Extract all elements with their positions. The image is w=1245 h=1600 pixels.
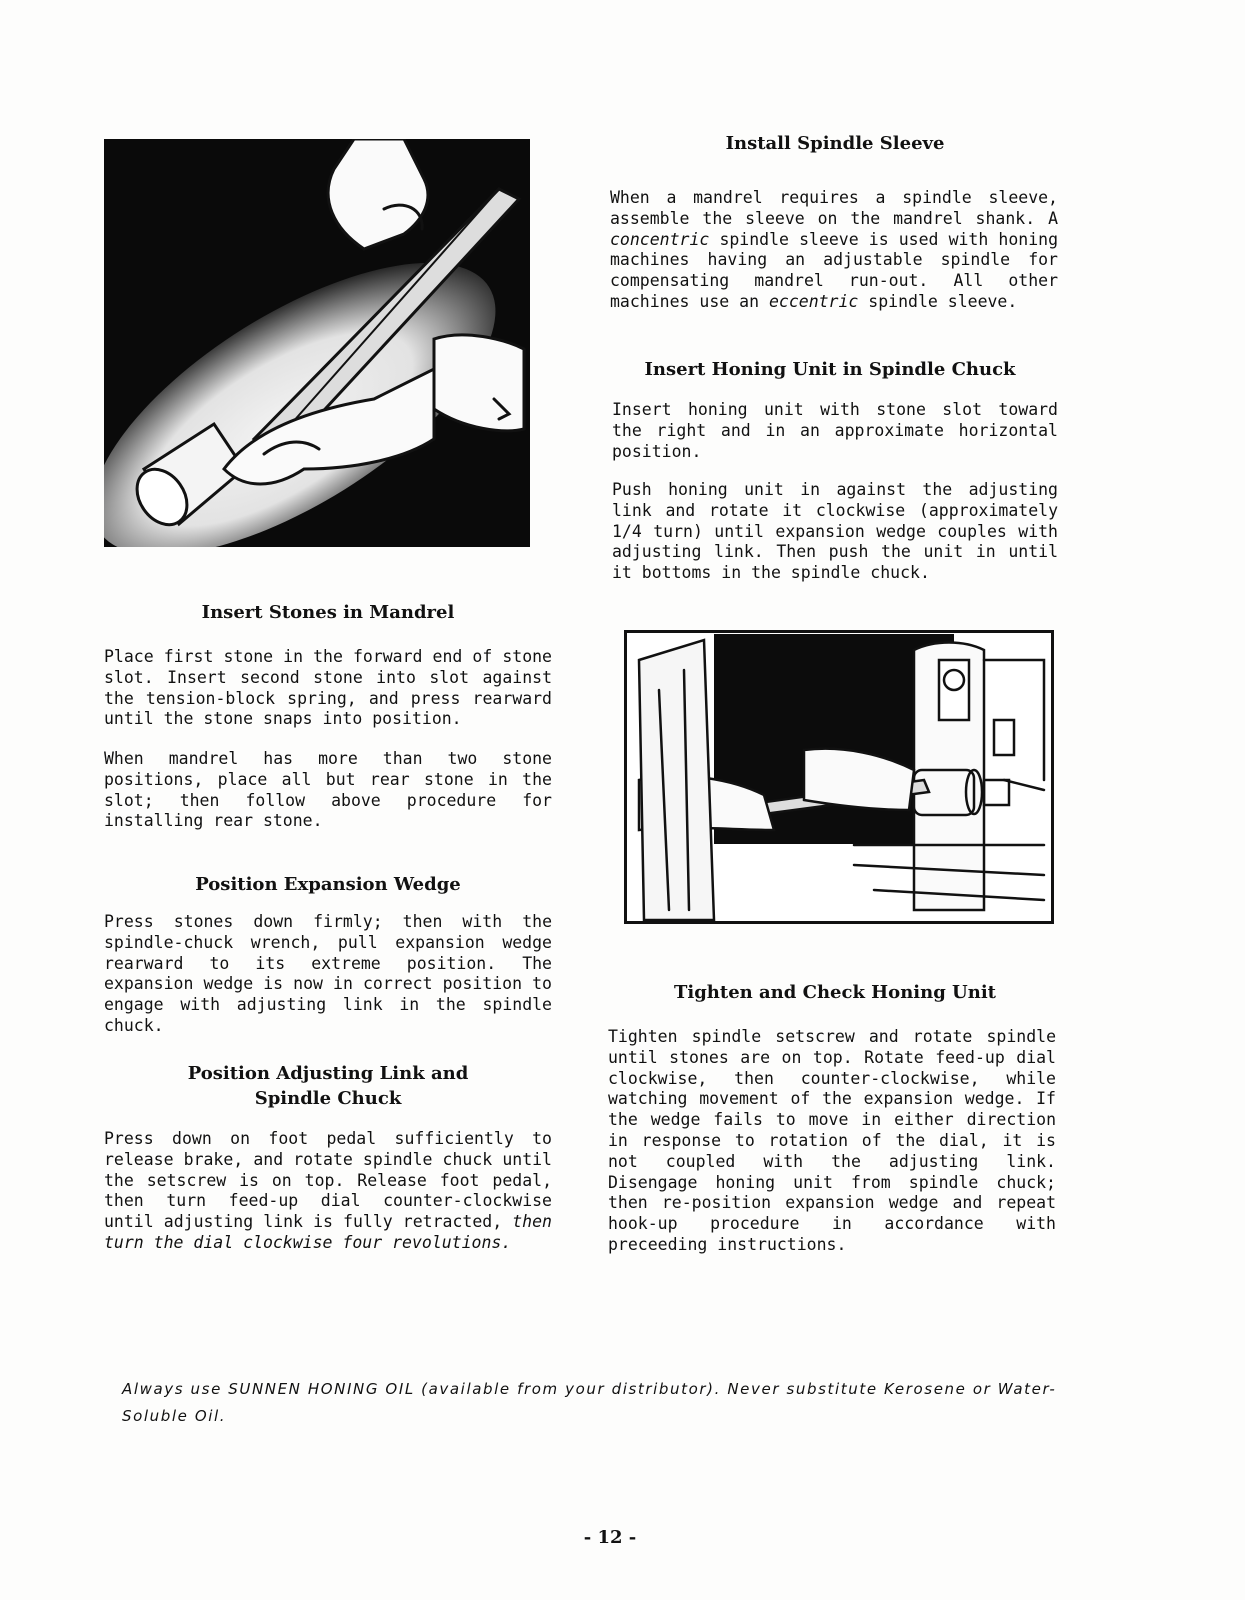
position-link-text-main: Press down on foot pedal sufficiently to release brake, and rotate spindle chuck until the setscrew is on top. Release foot pedal, then turn feed-up dial counter-clockwise until adjusting link is fully retracted, — [104, 1129, 552, 1232]
sleeve-text-part2: spindle sleeve is used with honing machines having an adjustable spindle for compensating mandrel run-out. All other machines use an — [610, 229, 1058, 311]
sleeve-text-part1: When a mandrel requires a spindle sleeve, assemble the sleeve on the mandrel shank. A — [610, 188, 1058, 228]
install-spindle-sleeve-text — [610, 188, 1058, 313]
position-link-heading-line2: Spindle Chuck — [254, 1088, 402, 1109]
honing-unit-insertion-illustration — [624, 630, 1054, 924]
position-link-text — [104, 1129, 552, 1254]
position-wedge-text: Press stones down firmly; then with the spindle-chuck wrench, pull expansion wedge rearward to its extreme position. The expansion wedge is now in correct position to engage with adjusting link in the spindle chuck. — [104, 912, 552, 1035]
insert-honing-unit-text-1: Insert honing unit with stone slot toward the right and in an approximate horizontal position. — [612, 400, 1058, 461]
insert-honing-unit-heading: Insert Honing Unit in Spindle Chuck — [644, 359, 1016, 380]
insert-stones-heading: Insert Stones in Mandrel — [201, 602, 455, 623]
insert-stones-text-1: Place first stone in the forward end of stone slot. Insert second stone into slot against the tension-block spring, and press rearward until the stone snaps into position. — [104, 647, 552, 729]
position-link-heading — [130, 1061, 526, 1111]
oil-note: Always use SUNNEN HONING OIL (available from your distributor). Never substitute Kerosene or Water-Soluble Oil. — [122, 1380, 1057, 1425]
mandrel-stones-illustration — [104, 139, 530, 547]
insert-honing-unit-text-2: Push honing unit in against the adjusting link and rotate it clockwise (approximately 1/4 turn) until expansion wedge couples with adjusting link. Then push the unit in until it bottoms in the spindle chuck. — [612, 480, 1058, 583]
position-wedge-heading: Position Expansion Wedge — [195, 874, 461, 895]
eccentric-term: eccentric — [768, 291, 859, 311]
tighten-check-text: Tighten spindle setscrew and rotate spindle until stones are on top. Rotate feed-up dial clockwise, then counter-clockwise, while watching movement of the expansion wedge. If the wedge fails to move in either direction in response to rotation of the dial, it is not coupled with the adjusting link. Disengage honing unit from spindle chuck; then re-position expansion wedge and repeat hook-up procedure in accordance with preceeding instructions. — [608, 1027, 1056, 1254]
position-link-heading-line1: Position Adjusting Link and — [187, 1063, 469, 1084]
install-spindle-sleeve-heading: Install Spindle Sleeve — [725, 133, 945, 154]
insert-stones-text-2: When mandrel has more than two stone positions, place all but rear stone in the slot; then follow above procedure for installing rear stone. — [104, 749, 552, 831]
concentric-term: concentric — [610, 229, 710, 249]
page-number: - 12 - — [583, 1527, 637, 1548]
position-link-text-emphasis: then turn the dial clockwise four revolutions. — [104, 1212, 552, 1252]
tighten-check-heading: Tighten and Check Honing Unit — [673, 982, 996, 1003]
sleeve-text-part3: spindle sleeve. — [858, 291, 1018, 311]
